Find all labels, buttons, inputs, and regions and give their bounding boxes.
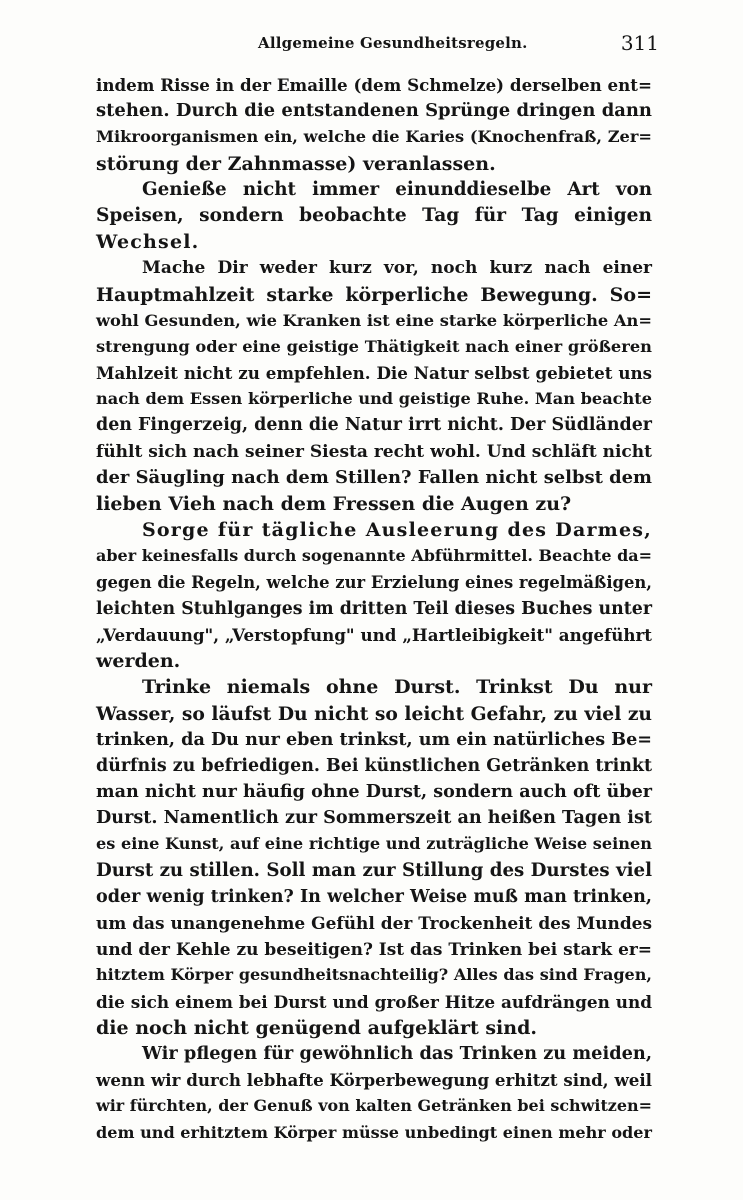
text-line: indem Risse in der Emaille (dem Schmelze) derselben ent=: [96, 75, 652, 95]
text-line: Wasser, so läufst Du nicht so leicht Gefahr, zu viel zu: [96, 702, 652, 725]
text-line: störung der Zahnmasse) veranlassen.: [96, 152, 496, 175]
rule-heading-line: Speisen, sondern beobachte Tag für Tag einigen: [96, 204, 652, 226]
rule-heading-line: Sorge für tägliche Ausleerung des Darmes,: [142, 519, 652, 542]
text-line: leichten Stuhlganges im dritten Teil dieses Buches unter: [96, 598, 652, 619]
text-line: dürfnis zu befriedigen. Bei künstlichen Getränken trinkt: [96, 755, 653, 776]
text-line: Hauptmahlzeit starke körperliche Bewegung. So=: [96, 283, 652, 306]
rule-heading-line: Genieße nicht immer einunddieselbe Art von: [142, 178, 652, 200]
text-line: werden.: [96, 650, 181, 673]
text-line: Mahlzeit nicht zu empfehlen. Die Natur selbst gebietet uns: [96, 363, 652, 384]
text-line: oder wenig trinken? In welcher Weise muß man trinken,: [96, 886, 652, 907]
text-line: es eine Kunst, auf eine richtige und zuträgliche Weise seinen: [96, 834, 652, 854]
text-line: die noch nicht genügend aufgeklärt sind.: [96, 1016, 537, 1039]
rule-heading-line: Wechsel.: [96, 231, 200, 254]
text-line: fühlt sich nach seiner Siesta recht wohl. Und schläft nicht: [96, 441, 652, 462]
text-line: strengung oder eine geistige Thätigkeit nach einer größeren: [96, 336, 652, 356]
text-line: um das unangenehme Gefühl der Trockenheit des Mundes: [96, 913, 652, 933]
text-line: „Verdauung", „Verstopfung" und „Hartleibigkeit" angeführt: [96, 624, 652, 645]
text-line: trinken, da Du nur eben trinkst, um ein natürliches Be=: [96, 729, 652, 750]
text-line: man nicht nur häufig ohne Durst, sondern auch oft über: [96, 782, 652, 803]
text-line: nach dem Essen körperliche und geistige Ruhe. Man beachte: [96, 389, 652, 409]
text-line: dem und erhitztem Körper müsse unbedingt einen mehr oder: [96, 1122, 652, 1142]
text-line: stehen. Durch die entstandenen Sprünge dringen dann: [96, 100, 652, 122]
text-line: Durst zu stillen. Soll man zur Stillung des Durstes viel: [96, 859, 652, 881]
text-line: wenn wir durch lebhafte Körperbewegung erhitzt sind, weil: [96, 1070, 652, 1091]
text-line: und der Kehle zu beseitigen? Ist das Trinken bei stark er=: [96, 939, 652, 960]
text-line: wohl Gesunden, wie Kranken ist eine starke körperliche An=: [96, 310, 652, 330]
rule-heading-line: Mache Dir weder kurz vor, noch kurz nach einer: [142, 258, 652, 279]
text-line: den Fingerzeig, denn die Natur irrt nicht. Der Südländer: [96, 415, 652, 436]
running-header: [0, 31, 743, 58]
text-line: Durst. Namentlich zur Sommerszeit an heißen Tagen ist: [96, 807, 653, 829]
text-line: Wir pflegen für gewöhnlich das Trinken zu meiden,: [142, 1042, 652, 1064]
body-text: [96, 72, 652, 1146]
rule-heading-line: Trinke niemals ohne Durst. Trinkst Du nur: [142, 676, 652, 699]
text-line: aber keinesfalls durch sogenannte Abführmittel. Beachte da=: [96, 546, 652, 566]
text-line: wir fürchten, der Genuß von kalten Getränken bei schwitzen=: [96, 1096, 652, 1116]
text-line: hitztem Körper gesundheitsnachteilig? Alles das sind Fragen,: [96, 965, 652, 985]
text-line: Mikroorganismen ein, welche die Karies (Knochenfraß, Zer=: [96, 127, 652, 147]
text-line: der Säugling nach dem Stillen? Fallen nicht selbst dem: [96, 466, 652, 488]
text-line: gegen die Regeln, welche zur Erzielung eines regelmäßigen,: [96, 572, 652, 592]
running-title: Allgemeine Gesundheitsregeln.: [258, 34, 528, 52]
text-line: lieben Vieh nach dem Fressen die Augen zu?: [96, 493, 572, 515]
page-number: 311: [620, 31, 659, 55]
text-line: die sich einem bei Durst und großer Hitze aufdrängen und: [96, 991, 652, 1012]
